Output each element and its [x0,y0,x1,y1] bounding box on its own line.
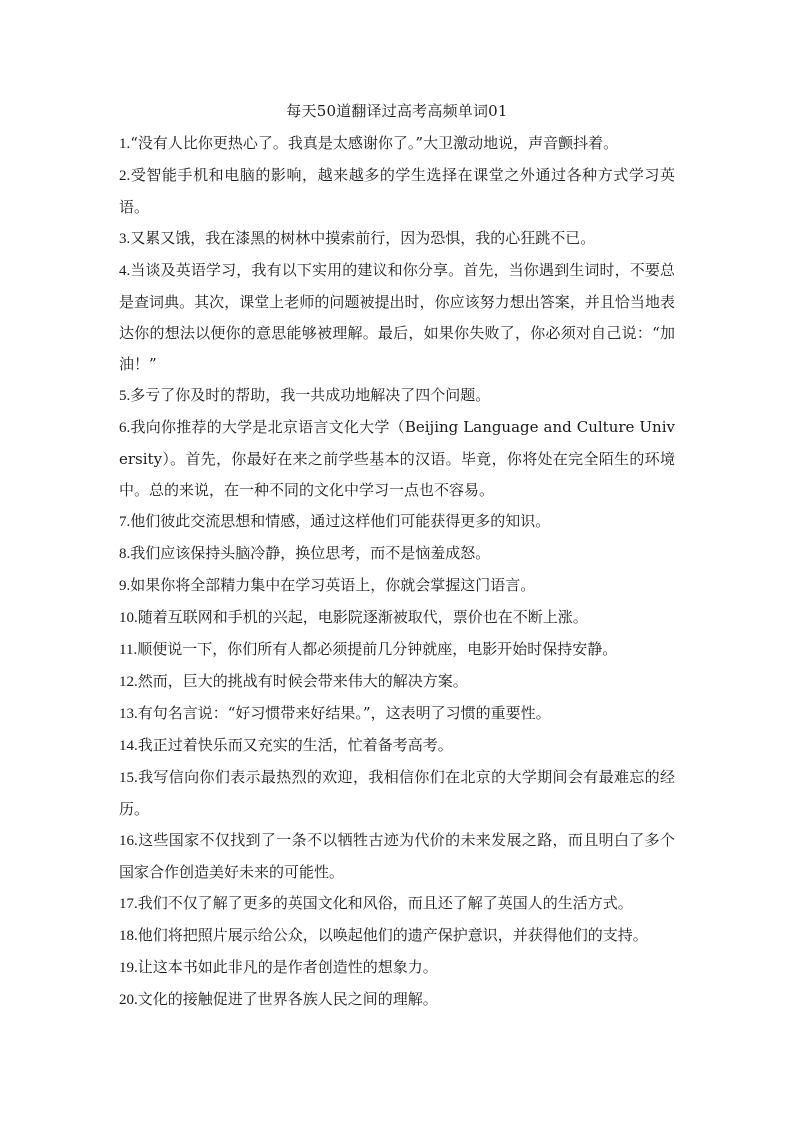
list-item [119,128,675,160]
list-item [119,602,675,634]
item-number: 3. [119,231,131,247]
item-text: 我正过着快乐而又充实的生活，忙着备考高考。 [137,736,453,754]
item-text: 如果你将全部精力集中在学习英语上，你就会掌握这门语言。 [130,576,536,594]
item-text: 他们彼此交流思想和情感，通过这样他们可能获得更多的知识。 [130,512,551,530]
item-number: 12. [119,674,138,690]
list-item [119,825,675,888]
item-number: 1. [119,136,131,152]
item-number: 17. [119,896,138,912]
item-text: 受智能手机和电脑的影响，越来越多的学生选择在课堂之外通过各种方式学习英语。 [119,166,675,216]
item-number: 2. [119,168,131,184]
item-number: 18. [119,928,138,944]
item-text: 我向你推荐的大学是北京语言文化大学（Beijing Language and Culture University）。首先，你最好在来之前学些基本的汉语。毕竟，你将处在完全陌生的环境中。总的来说，在一种不同的文化中学习一点也不容易。 [119,418,675,499]
list-item [119,255,675,380]
item-number: 19. [119,960,138,976]
list-item [119,666,675,698]
item-number: 5. [119,388,131,404]
item-text: 当谈及英语学习，我有以下实用的建议和你分享。首先，当你遇到生词时，不要总是查词典。其次，课堂上老师的问题被提出时，你应该努力想出答案，并且恰当地表达你的想法以便你的意思能够被理解。最后，如果你失败了，你必须对自己说：“加油！” [119,261,675,373]
list-item [119,506,675,538]
item-number: 13. [119,706,138,722]
item-text: 我写信向你们表示最热烈的欢迎，我相信你们在北京的大学期间会有最难忘的经历。 [119,768,675,818]
sentence-list [119,128,675,1016]
item-number: 10. [119,610,138,626]
list-item [119,223,675,255]
item-text: 让这本书如此非凡的是作者创造性的想象力。 [137,958,438,976]
list-item [119,730,675,762]
item-number: 15. [119,770,138,786]
item-number: 6. [119,420,131,436]
item-text: 顺便说一下，你们所有人都必须提前几分钟就座，电影开始时保持安静。 [137,640,618,658]
item-text: 又累又饿，我在漆黑的树林中摸索前行，因为恐惧，我的心狂跳不已。 [130,229,596,247]
document-title: 每天50道翻译过高考高频单词01 [286,102,508,120]
item-text: 这些国家不仅找到了一条不以牺牲古迹为代价的未来发展之路，而且明白了多个国家合作创造美好未来的可能性。 [119,831,675,881]
list-item [119,762,675,825]
item-number: 11. [119,642,138,658]
list-item [119,570,675,602]
item-number: 20. [119,992,138,1008]
item-number: 16. [119,833,138,849]
item-text: 然而，巨大的挑战有时候会带来伟大的解决方案。 [137,672,468,690]
item-number: 9. [119,578,131,594]
list-item [119,698,675,730]
item-text: 他们将把照片展示给公众，以唤起他们的遗产保护意识，并获得他们的支持。 [137,926,648,944]
item-text: 有句名言说：“好习惯带来好结果。”，这表明了习惯的重要性。 [137,704,551,722]
list-item [119,634,675,666]
list-item [119,412,675,506]
list-item [119,984,675,1016]
list-item [119,380,675,412]
item-text: 我们不仅了解了更多的英国文化和风俗，而且还了解了英国人的生活方式。 [137,894,633,912]
item-text: 我们应该保持头脑冷静，换位思考，而不是恼羞成怒。 [130,544,491,562]
list-item [119,160,675,223]
item-number: 14. [119,738,138,754]
item-number: 8. [119,546,131,562]
list-item [119,538,675,570]
list-item [119,888,675,920]
item-text: 多亏了你及时的帮助，我一共成功地解决了四个问题。 [130,386,491,404]
item-text: 随着互联网和手机的兴起，电影院逐渐被取代，票价也在不断上涨。 [137,608,588,626]
item-text: 文化的接触促进了世界各族人民之间的理解。 [137,990,438,1008]
list-item [119,920,675,952]
item-text: “没有人比你更热心了。我真是太感谢你了。”大卫激动地说，声音颤抖着。 [130,134,619,152]
item-number: 7. [119,514,131,530]
list-item [119,952,675,984]
item-number: 4. [119,263,131,279]
